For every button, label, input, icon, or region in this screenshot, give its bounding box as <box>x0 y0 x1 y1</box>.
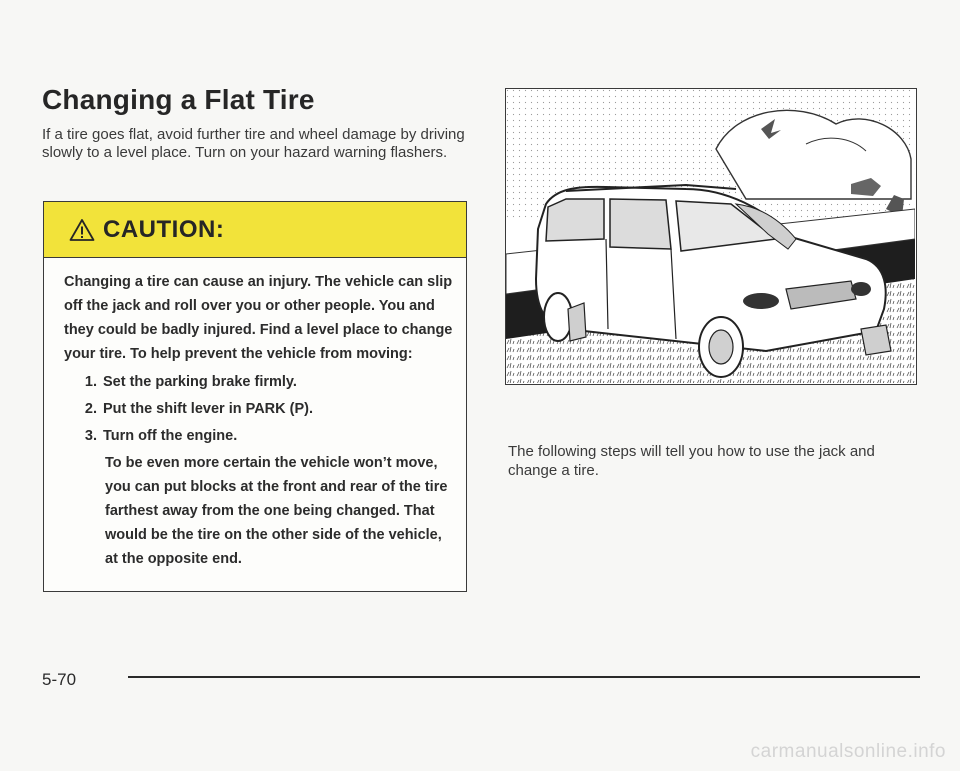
watermark: carmanualsonline.info <box>750 741 946 762</box>
step-text: Put the shift lever in PARK (P). <box>103 401 314 417</box>
step-text: Turn off the engine. <box>103 428 238 444</box>
intro-paragraph: If a tire goes flat, avoid further tire and wheel damage by driving slowly to a level place. Turn on your hazard warning flashers. <box>42 126 465 161</box>
caution-label: CAUTION: <box>103 215 225 243</box>
caution-box <box>43 201 467 592</box>
step-number: 2. <box>84 401 97 417</box>
jack-steps-intro: The following steps will tell you how to use the jack and change a tire. <box>508 443 875 479</box>
step-number: 1. <box>84 374 97 390</box>
caution-banner <box>44 202 466 258</box>
step-item <box>64 397 454 421</box>
minivan-illustration <box>505 88 917 385</box>
caution-body <box>64 270 454 571</box>
step-text: Set the parking brake firmly. <box>103 374 297 390</box>
step-number: 3. <box>84 428 97 444</box>
step-item <box>64 424 454 448</box>
caution-steps <box>64 370 454 448</box>
caution-text: Changing a tire can cause an injury. The vehicle can slip off the jack and roll over you or other people. You and they could be badly injured. Find a level place to change your tire. To help prevent the vehicle from moving: <box>64 274 453 362</box>
footer-rule <box>128 676 920 678</box>
page-number: 5-70 <box>42 670 77 689</box>
caution-note: To be even more certain the vehicle won’t move, you can put blocks at the front and rear of the tire farthest away from the one being changed. That would be the tire on the other side of the vehicle, at the opposite end. <box>105 455 448 567</box>
page-title: Changing a Flat Tire <box>42 84 315 115</box>
step-item <box>64 370 454 394</box>
warning-triangle-icon <box>69 218 95 242</box>
minivan-icon <box>506 89 915 383</box>
